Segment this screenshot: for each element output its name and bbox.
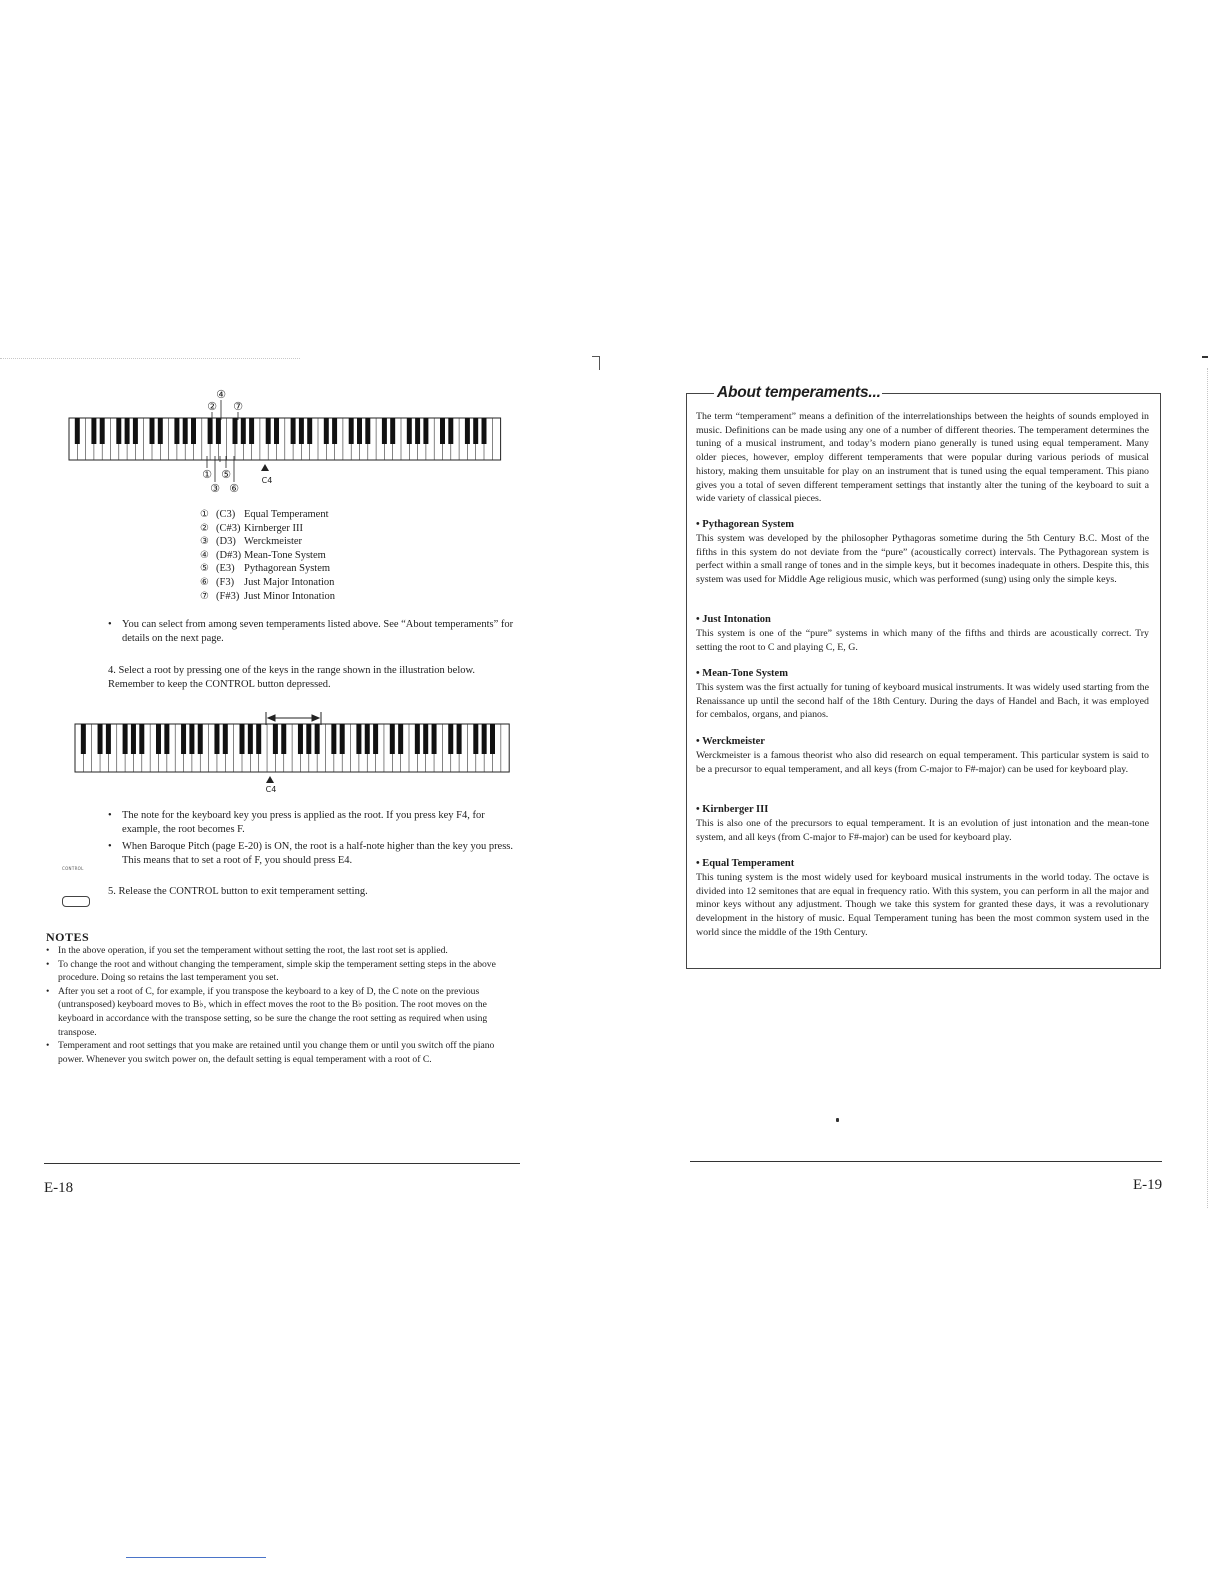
bullet-baroque-pitch: [108, 840, 520, 868]
black-key: [407, 418, 412, 444]
scan-edge-line: [0, 358, 300, 359]
callout-3: ③: [210, 482, 220, 495]
legend-number: ⑤: [200, 563, 209, 575]
black-key: [125, 418, 130, 444]
black-key: [356, 724, 361, 754]
black-key: [239, 724, 244, 754]
black-key: [423, 418, 428, 444]
scan-mark: [1207, 368, 1208, 1208]
black-key: [465, 418, 470, 444]
bullet-dot: •: [108, 619, 112, 630]
legend-name: Pythagorean System: [244, 563, 331, 575]
black-key: [106, 724, 111, 754]
note-item: • After you set a root of C, for example, if you transpose the keyboard to a key of D, the C note on the previous (untransposed) keyboard moves to B♭, which in effect moves the root to the B♭ position. The root moves on the keyboard in accordance with the transpose setting, so be sure the change the root setting as required when using transpose.: [58, 985, 520, 1039]
legend-name: Just Major Intonation: [244, 576, 335, 588]
black-key: [299, 418, 304, 444]
legend-row: [200, 508, 335, 522]
black-key: [357, 418, 362, 444]
callout-7: ⑦: [233, 400, 243, 413]
black-key: [307, 418, 312, 444]
black-key: [448, 724, 453, 754]
bullet-root-applied: [108, 809, 520, 837]
footer-rule-left: [44, 1163, 520, 1164]
black-key: [174, 418, 179, 444]
black-key: [98, 724, 103, 754]
black-key: [249, 418, 254, 444]
legend-note: (D#3): [216, 549, 242, 561]
black-key: [100, 418, 105, 444]
step-4: 4. Select a root by pressing one of the keys in the range shown in the illustration below. Remember to keep the CONTROL button depressed.: [108, 665, 476, 690]
section-heading-equal: • Equal Temperament: [696, 858, 795, 869]
section-text-pythagorean: This system was developed by the philosopher Pythagoras sometime during the 5th Century B.C. Most of the fifths in this system do not deviate from the “pure” (acoustically correct) intervals. The Pythagorean system is perfect within a small range of tones and in the simple keys, but it becomes inadequate in others. Despite this, this system was used for Middle Age religious music, which was performed (sung) using only the simple keys.: [696, 533, 1149, 586]
c4-marker-arrow: [266, 776, 274, 783]
black-key: [390, 724, 395, 754]
black-key: [349, 418, 354, 444]
keyboard-diagram-2: [74, 710, 514, 798]
black-key: [415, 418, 420, 444]
notes-heading: NOTES: [46, 930, 90, 944]
black-key: [332, 418, 337, 444]
black-key: [365, 724, 370, 754]
black-key: [266, 418, 271, 444]
bullet-select-text: You can select from among seven temperaments listed above. See “About temperaments” for details on the next page.: [122, 619, 514, 644]
section-text-kirnberger: This is also one of the precursors to equal temperament. It is an evolution of just intonation and the mean-tone system, and all keys (from C-major to F#-major) can be used for keyboard play.: [696, 818, 1149, 843]
callout-1: ①: [202, 468, 212, 481]
section-heading-pythagorean: • Pythagorean System: [696, 519, 794, 530]
legend-name: Equal Temperament: [244, 509, 329, 520]
black-key: [390, 418, 395, 444]
black-key: [473, 418, 478, 444]
black-key: [448, 418, 453, 444]
black-key: [382, 418, 387, 444]
black-key: [191, 418, 196, 444]
note-item: • Temperament and root settings that you make are retained until you change them or until you switch off the piano power. Whenever you switch power on, the default setting is equal temperament with a root of C.: [58, 1039, 520, 1066]
bullet-dot: •: [108, 841, 112, 852]
legend-note: (D3): [216, 536, 236, 548]
black-key: [298, 724, 303, 754]
legend-note: (C3): [216, 509, 236, 520]
black-key: [189, 724, 194, 754]
black-key: [91, 418, 96, 444]
bullet-baroque-pitch-text: When Baroque Pitch (page E-20) is ON, the root is a half-note higher than the key you press. This means that to set a root of F, you should press E4.: [122, 841, 514, 866]
keyboard-2-keys: [75, 724, 509, 772]
black-key: [440, 418, 445, 444]
black-key: [133, 418, 138, 444]
black-key: [315, 724, 320, 754]
black-key: [274, 418, 279, 444]
black-key: [324, 418, 329, 444]
black-key: [216, 418, 221, 444]
scan-mark: [599, 356, 600, 370]
about-intro: The term “temperament” means a definition of the interrelationships between the heights of sounds employed in music. Definitions can be made using any one of a number of different theories. The temperament determines the tuning of a musical instrument, and today’s modern piano generally is tuned using equal temperament. Many older pieces, however, employ different temperaments that were popular during various periods of musical history, making them unsuitable for play on an instrument that is tuned using the equal temperament. This piano gives you a total of seven different temperament settings that instantly alter the tuning of the keyboard to suit a wide variety of classical pieces.: [696, 411, 1149, 505]
footer-rule-right: [690, 1161, 1162, 1162]
bullet-root-applied-text: The note for the keyboard key you press is applied as the root. If you press key F4, for example, the root becomes F.: [122, 810, 485, 835]
legend-name: Kirnberger III: [244, 522, 303, 534]
black-key: [156, 724, 161, 754]
black-key: [223, 724, 228, 754]
section-text-just-intonation: This system is one of the “pure” systems in which many of the fifths and thirds are acoustically correct. Try setting the root to C and playing C, E, G.: [696, 628, 1149, 653]
control-button-icon: [62, 896, 90, 907]
black-key: [473, 724, 478, 754]
black-key: [139, 724, 144, 754]
legend-name: Werckmeister: [244, 536, 303, 548]
legend-row: [200, 549, 335, 563]
legend-number: ②: [200, 522, 209, 534]
black-key: [273, 724, 278, 754]
about-temperaments-title: About temperaments...: [717, 384, 881, 401]
black-key: [291, 418, 296, 444]
box-title-rule: [686, 393, 714, 394]
section-text-mean-tone: This system was the first actually for tuning of keyboard musical instruments. It was widely used starting from the Renaissance up until the second half of the 18th Century. During the days of Handel and Bach, it was employed for cembalos, organs, and pianos.: [696, 682, 1149, 721]
black-key: [198, 724, 203, 754]
black-key: [490, 724, 495, 754]
black-key: [398, 724, 403, 754]
black-key: [373, 724, 378, 754]
legend-row: [200, 590, 335, 604]
legend-number: ⑥: [200, 576, 209, 588]
callout-6: ⑥: [229, 482, 239, 495]
section-heading-mean-tone: • Mean-Tone System: [696, 668, 788, 679]
black-key: [482, 724, 487, 754]
legend-name: Just Minor Intonation: [244, 590, 335, 602]
legend-number: ①: [200, 509, 209, 520]
black-key: [432, 724, 437, 754]
legend-note: (F#3): [216, 590, 240, 602]
legend-row: [200, 522, 335, 536]
bullet-select-temperament: [108, 618, 518, 646]
note-item: • To change the root and without changing the temperament, simple skip the temperament setting steps in the above procedure. Doing so retains the last temperament you set.: [58, 958, 520, 985]
black-key: [365, 418, 370, 444]
black-key: [457, 724, 462, 754]
page-number-right: E-19: [1133, 1177, 1163, 1193]
legend-note: (C#3): [216, 522, 241, 534]
black-key: [116, 418, 121, 444]
legend-row: [200, 562, 335, 576]
black-key: [123, 724, 128, 754]
callout-2: ②: [207, 400, 217, 413]
legend-row: [200, 576, 335, 590]
legend-number: ⑦: [200, 590, 209, 602]
black-key: [183, 418, 188, 444]
black-key: [423, 724, 428, 754]
bottom-edge-line: [126, 1557, 266, 1558]
c4-label-2: C4: [265, 785, 277, 794]
black-key: [331, 724, 336, 754]
black-key: [340, 724, 345, 754]
black-key: [181, 724, 186, 754]
black-key: [482, 418, 487, 444]
black-key: [164, 724, 169, 754]
black-key: [241, 418, 246, 444]
legend-note: (F3): [216, 576, 235, 588]
callout-4: ④: [216, 388, 226, 401]
black-key: [150, 418, 155, 444]
legend-row: [200, 535, 335, 549]
legend-number: ③: [200, 536, 209, 548]
legend-name: Mean-Tone System: [244, 549, 326, 561]
stray-dot: [836, 1118, 839, 1122]
black-key: [306, 724, 311, 754]
c4-label-1: C4: [261, 476, 273, 485]
bullet-dot: •: [108, 810, 112, 821]
temperament-legend: [200, 508, 335, 603]
section-heading-werckmeister: • Werckmeister: [696, 736, 765, 747]
black-key: [131, 724, 136, 754]
legend-number: ④: [200, 549, 209, 561]
root-range-arrow: [266, 712, 321, 725]
black-key: [81, 724, 86, 754]
black-key: [281, 724, 286, 754]
page-number-left: E-18: [44, 1180, 74, 1196]
callout-5: ⑤: [221, 468, 231, 481]
legend-note: (E3): [216, 563, 235, 575]
black-key: [233, 418, 238, 444]
note-item: • In the above operation, if you set the temperament without setting the root, the last root set is applied.: [58, 944, 520, 958]
black-key: [256, 724, 261, 754]
keyboard-diagram-1: [68, 384, 508, 499]
section-text-equal: This tuning system is the most widely used for keyboard musical instruments in the world today. The octave is divided into 12 semitones that are equal in frequency ratio. With this system, you can perform in all the major and minor keys without any adjustment. Though we take this system for granted these days, it was a revolutionary development in the history of music. Equal Temperament tuning has been the most common system used in the world since the middle of the 19th Century.: [696, 872, 1149, 938]
black-key: [248, 724, 253, 754]
black-key: [75, 418, 80, 444]
section-text-werckmeister: Werckmeister is a famous theorist who also did research on equal temperament. This particular system is said to be a precursor to equal temperament, and all keys (from C-major to F#-major) can be used for keyboard play.: [696, 750, 1149, 775]
control-button-label: CONTROL: [62, 866, 84, 871]
keyboard-1-keys: [69, 418, 501, 460]
step-5: 5. Release the CONTROL button to exit temperament setting.: [108, 886, 368, 897]
c4-marker-arrow: [261, 464, 269, 471]
notes-list: [58, 944, 520, 1066]
black-key: [208, 418, 213, 444]
section-heading-just-intonation: • Just Intonation: [696, 614, 771, 625]
black-key: [415, 724, 420, 754]
scan-mark: [1202, 356, 1208, 358]
section-heading-kirnberger: • Kirnberger III: [696, 804, 769, 815]
box-title-rule: [882, 393, 1160, 394]
black-key: [214, 724, 219, 754]
black-key: [158, 418, 163, 444]
